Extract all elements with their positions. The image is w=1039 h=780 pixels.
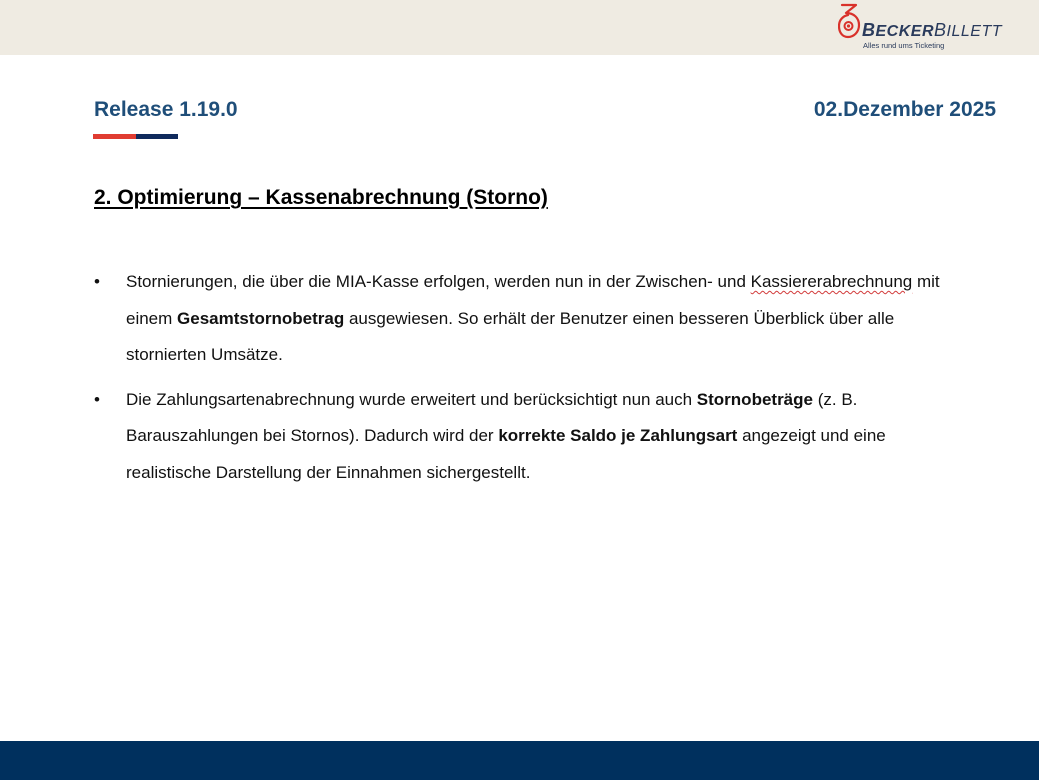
logo-mark-icon: [838, 3, 862, 39]
logo-word-2: ILLETT: [946, 23, 1002, 40]
list-item: [94, 382, 954, 492]
section-heading: 2. Optimierung – Kassenabrechnung (Storno): [94, 186, 548, 209]
bullet-icon: •: [94, 389, 100, 409]
bullet-text: angezeigt und eine realistische Darstellung der Einnahmen sichergestellt.: [126, 426, 886, 482]
accent-bar-red: [93, 134, 136, 139]
bullet-icon: •: [94, 272, 100, 291]
bullet-list: [94, 264, 954, 499]
logo-initial-1: B: [862, 20, 876, 40]
accent-bar-blue: [136, 134, 178, 139]
logo-initial-2: B: [934, 20, 947, 40]
list-item: [94, 264, 954, 374]
release-date: 02.Dezember 2025: [813, 98, 996, 121]
logo-tagline: Alles rund ums Ticketing: [863, 41, 945, 50]
bullet-text-spellcheck: Kassiererabrechnung: [750, 272, 913, 291]
top-header-band: [0, 0, 1039, 55]
bullet-text: ausgewiesen. So erhält der Benutzer einen besseren Überblick über alle stornierten Umsätze.: [126, 308, 895, 364]
bullet-text: mit einem: [126, 272, 940, 328]
bullet-text: Stornierungen, die über die MIA-Kasse erfolgen, werden nun in der Zwischen- und: [126, 272, 751, 291]
bullet-text-bold: Gesamtstornobetrag: [177, 308, 345, 328]
logo-word-1: ECKER: [875, 23, 935, 40]
bullet-text-bold: korrekte Saldo je Zahlungsart: [498, 426, 738, 445]
bullet-text: (z. B. Barauszahlungen bei Stornos). Dadurch wird der: [126, 389, 858, 445]
bottom-footer-band: [0, 741, 1039, 780]
becker-billett-logo: [838, 3, 1002, 53]
bullet-text: Die Zahlungsartenabrechnung wurde erweitert und berücksichtigt nun auch: [126, 389, 697, 409]
release-title: Release 1.19.0: [94, 98, 238, 121]
logo-wordmark: [862, 20, 1002, 41]
bullet-text-bold: Stornobeträge: [696, 389, 813, 409]
